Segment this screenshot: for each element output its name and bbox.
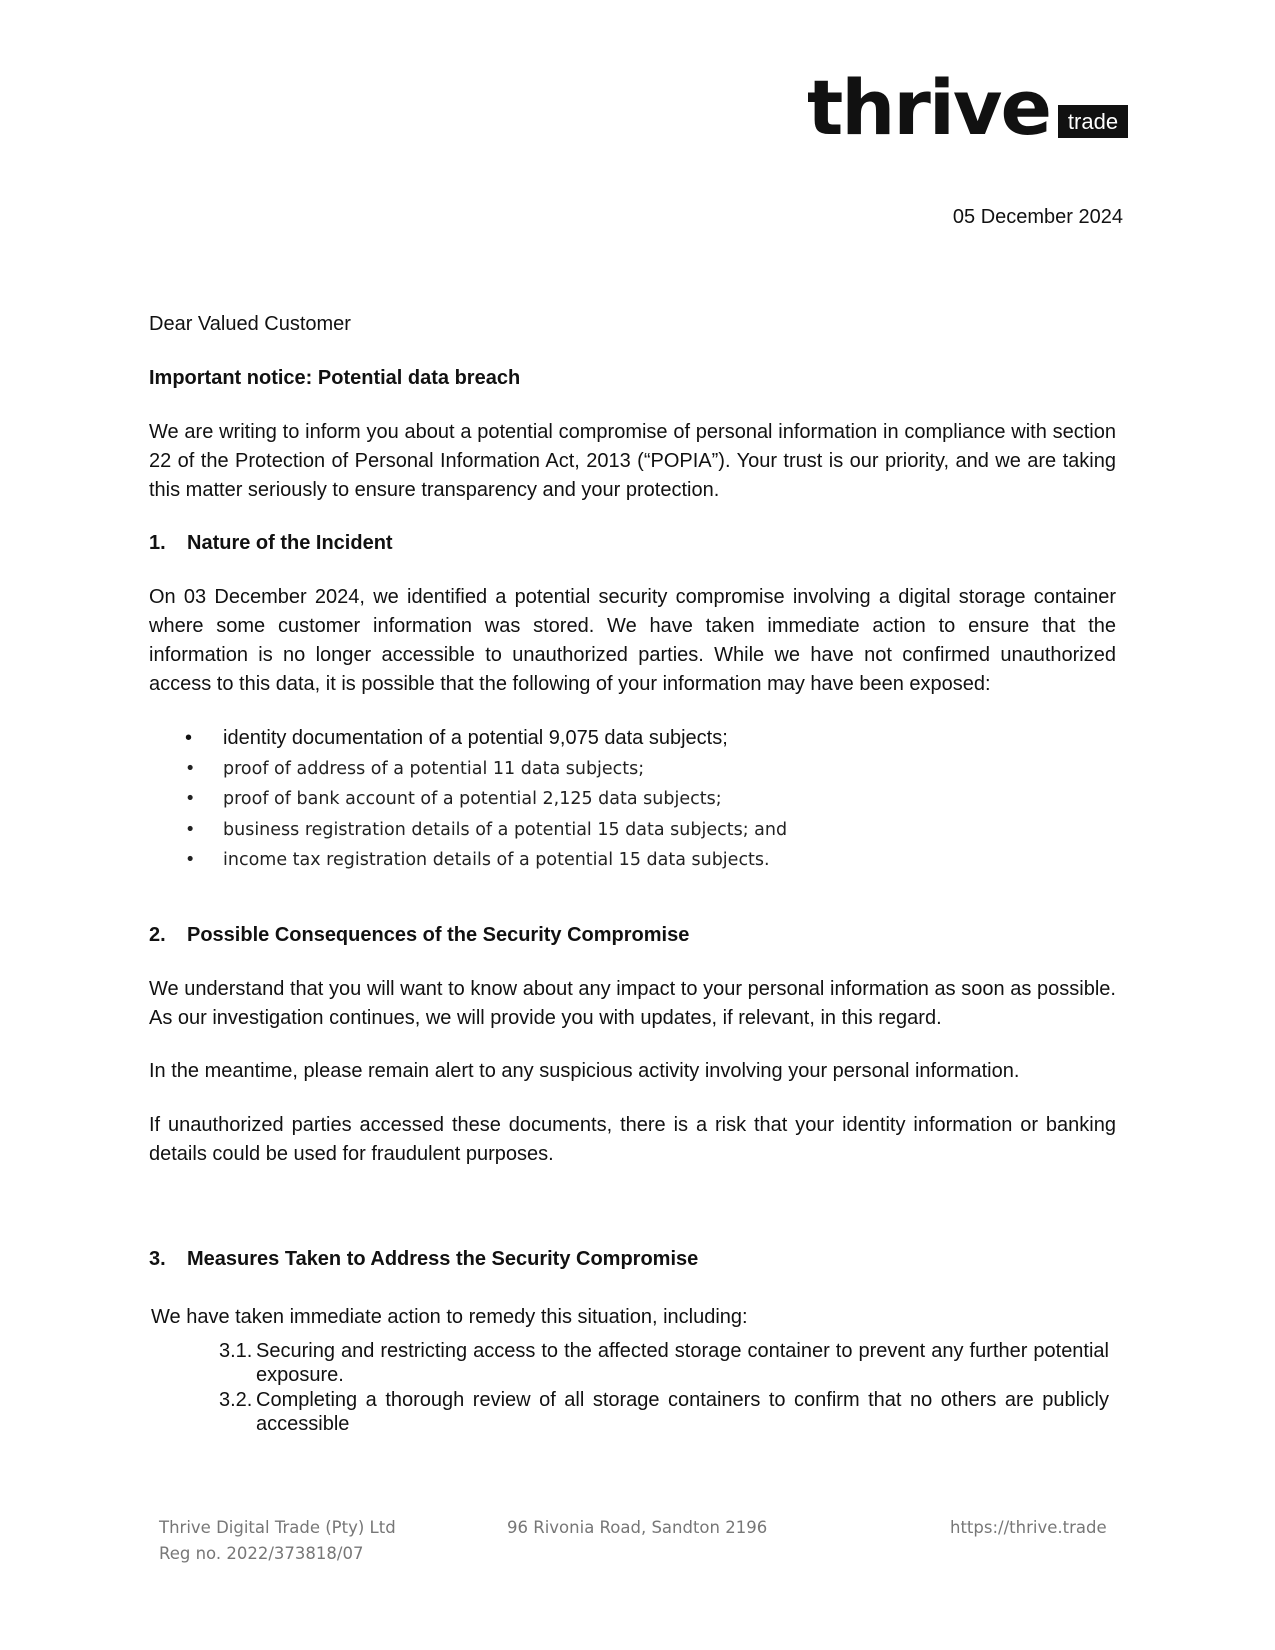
section-2-paragraph: We understand that you will want to know about any impact to your personal information as soon as possible. As our investigation continues, we will provide you with updates, if relevant, in this regard. xyxy=(149,977,1116,1029)
section-2-heading xyxy=(149,921,1116,950)
intro-paragraph: We are writing to inform you about a potential compromise of personal information in compliance with section 22 of the Protection of Personal Information Act, 2013 (“POPIA”). Your trust is our priority, and we are taking this matter seriously to ensure transparency and your protection. xyxy=(149,421,1116,501)
section-number: 1. xyxy=(149,532,166,554)
list-item xyxy=(149,723,1116,754)
letter-body xyxy=(149,310,1116,1437)
item-number: 3.1. xyxy=(219,1339,253,1362)
subject-heading: Important notice: Potential data breach xyxy=(149,367,521,389)
logo-wordmark: thrive xyxy=(806,63,1050,152)
list-item xyxy=(149,845,1116,876)
section-title: Possible Consequences of the Security Compromise xyxy=(187,923,690,946)
bullet-icon: • xyxy=(185,789,196,809)
item-number: 3.2. xyxy=(219,1388,253,1411)
bullet-icon: • xyxy=(185,850,196,870)
section-1-paragraph: On 03 December 2024, we identified a potential security compromise involving a digital storage container where some customer information was stored. We have taken immediate action to ensure that the information is no longer accessible to unauthorized parties. While we have not confirmed unauthorized access to this data, it is possible that the following of your information may have been exposed: xyxy=(149,586,1116,695)
item-text: Securing and restricting access to the affected storage container to prevent any further potential exposure. xyxy=(256,1339,1109,1386)
list-item-text: business registration details of a potential 15 data subjects; and xyxy=(223,819,788,840)
section-title: Nature of the Incident xyxy=(187,532,393,554)
section-2-paragraph: If unauthorized parties accessed these documents, there is a risk that your identity information or banking details could be used for fraudulent purposes. xyxy=(149,1113,1116,1165)
exposed-data-list xyxy=(149,723,1116,876)
list-item-text: income tax registration details of a potential 15 data subjects. xyxy=(223,850,770,870)
footer-company xyxy=(159,1515,396,1567)
section-3-heading xyxy=(149,1245,1116,1274)
bullet-icon: • xyxy=(185,758,196,779)
letter-date: 05 December 2024 xyxy=(952,206,1123,228)
company-logo xyxy=(806,63,1128,152)
salutation: Dear Valued Customer xyxy=(149,313,351,335)
section-2-paragraph: In the meantime, please remain alert to any suspicious activity involving your personal information. xyxy=(149,1059,1020,1082)
measures-list xyxy=(219,1339,1109,1437)
item-text: Completing a thorough review of all storage containers to confirm that no others are publicly accessible xyxy=(256,1388,1109,1435)
list-item xyxy=(219,1339,1109,1388)
registration-number: Reg no. 2022/373818/07 xyxy=(159,1544,364,1563)
section-number: 2. xyxy=(149,923,166,946)
list-item-text: proof of bank account of a potential 2,125 data subjects; xyxy=(223,789,722,809)
list-item xyxy=(149,754,1116,785)
section-3-intro: We have taken immediate action to remedy this situation, including: xyxy=(151,1305,748,1328)
company-name: Thrive Digital Trade (Pty) Ltd xyxy=(159,1518,396,1537)
logo-badge: trade xyxy=(1058,105,1128,138)
footer-website-link[interactable]: https://thrive.trade xyxy=(950,1518,1107,1537)
footer-address: 96 Rivonia Road, Sandton 2196 xyxy=(507,1518,768,1537)
section-1-heading xyxy=(149,529,1116,558)
bullet-icon: • xyxy=(185,819,196,840)
section-number: 3. xyxy=(149,1247,166,1270)
list-item xyxy=(219,1388,1109,1437)
section-title: Measures Taken to Address the Security Compromise xyxy=(187,1247,699,1270)
list-item-text: proof of address of a potential 11 data subjects; xyxy=(223,758,645,779)
bullet-icon: • xyxy=(185,727,193,749)
list-item-text: identity documentation of a potential 9,075 data subjects; xyxy=(223,727,728,749)
list-item xyxy=(149,784,1116,815)
list-item xyxy=(149,815,1116,846)
